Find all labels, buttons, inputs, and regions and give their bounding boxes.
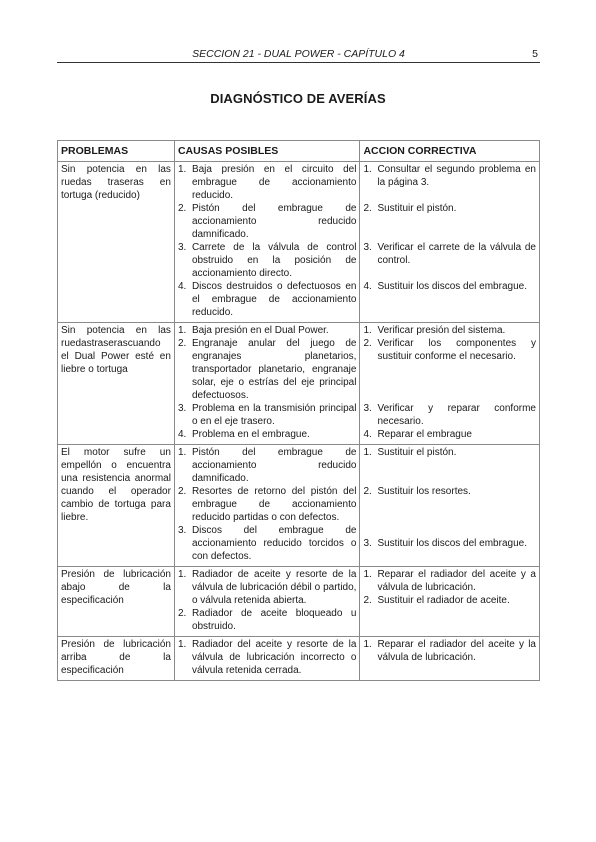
- item-number: 4.: [177, 429, 187, 440]
- table-body: [58, 162, 540, 681]
- item-text: Sustituir el radiador de aceite.: [377, 595, 510, 606]
- table-header-row: [58, 141, 540, 162]
- cause-item: [178, 428, 357, 441]
- causes-cell: [174, 567, 360, 637]
- item-text: Reparar el radiador del aceite y la válvula de lubricación.: [377, 639, 536, 663]
- action-item: [363, 280, 536, 293]
- action-item: [363, 163, 536, 189]
- item-number: 2.: [177, 203, 187, 214]
- column-header-problems: PROBLEMAS: [58, 141, 175, 162]
- item-number: 1.: [177, 325, 187, 336]
- actions-cell: [360, 162, 540, 323]
- item-number: 3.: [177, 525, 187, 536]
- causes-cell: [174, 445, 360, 567]
- item-number: 1.: [177, 639, 187, 650]
- cause-item: [178, 202, 357, 241]
- action-item: [363, 594, 536, 607]
- page-header: [57, 48, 540, 63]
- cause-item: [178, 568, 357, 607]
- column-header-actions: ACCION CORRECTIVA: [360, 141, 540, 162]
- problem-cell: Sin potencia en las ruedas traseras en tortuga (reducido): [58, 162, 175, 323]
- item-text: Radiador de aceite bloqueado u obstruido.: [191, 608, 357, 632]
- problem-cell: Presión de lubricación abajo de la especificación: [58, 567, 175, 637]
- item-text: Verificar presión del sistema.: [377, 325, 506, 336]
- item-text: Discos destruidos o defectuosos en el embrague de accionamiento reducido.: [191, 281, 357, 318]
- item-text: Sustituir los discos del embrague.: [377, 281, 527, 292]
- page-title: DIAGNÓSTICO DE AVERÍAS: [210, 91, 386, 106]
- cause-item: [178, 524, 357, 563]
- problem-cell: Sin potencia en las ruedastraserascuando el Dual Power esté en liebre o tortuga: [58, 323, 175, 445]
- table-row: [58, 567, 540, 637]
- item-text: Verificar y reparar conforme necesario.: [377, 403, 536, 427]
- item-number: 1.: [177, 447, 187, 458]
- item-text: Sustituir los discos del embrague.: [377, 538, 527, 549]
- item-number: 3.: [177, 242, 187, 253]
- table-row: [58, 637, 540, 681]
- item-number: 4.: [363, 281, 372, 292]
- item-text: Verificar el carrete de la válvula de control.: [377, 242, 536, 266]
- item-number: 1.: [363, 164, 372, 175]
- actions-cell: [360, 637, 540, 681]
- item-number: 3.: [363, 403, 372, 414]
- item-text: Resortes de retorno del pistón del embrague de accionamiento reducido partidas o con defectos.: [191, 486, 357, 523]
- section-heading: SECCION 21 - DUAL POWER - CAPÍTULO 4: [192, 48, 405, 60]
- causes-cell: [174, 162, 360, 323]
- action-item: [363, 202, 536, 215]
- diagnosis-table: [57, 140, 540, 681]
- action-item: [363, 402, 536, 428]
- item-text: Discos del embrague de accionamiento reducido torcidos o con defectos.: [191, 525, 357, 562]
- action-item: [363, 324, 536, 337]
- item-number: 2.: [177, 608, 187, 619]
- item-number: 4.: [177, 281, 187, 292]
- item-number: 1.: [363, 569, 372, 580]
- actions-cell: [360, 323, 540, 445]
- item-text: Pistón del embrague de accionamiento reducido damnificado.: [191, 203, 357, 240]
- action-item: [363, 337, 536, 363]
- action-item: [363, 241, 536, 267]
- item-number: 1.: [177, 164, 187, 175]
- item-text: Pistón del embrague de accionamiento reducido damnificado.: [191, 447, 357, 484]
- item-text: Sustituir el pistón.: [377, 203, 457, 214]
- table-row: [58, 162, 540, 323]
- action-item: [363, 485, 536, 498]
- item-text: Baja presión en el Dual Power.: [191, 325, 329, 336]
- item-text: Engranaje anular del juego de engranajes planetarios, transportador planetario, engranaje solar, eje o estrías del eje principal defectuosos.: [191, 338, 357, 401]
- cause-item: [178, 485, 357, 524]
- cause-item: [178, 402, 357, 428]
- cause-item: [178, 280, 357, 319]
- item-text: Sustituir el pistón.: [377, 447, 457, 458]
- item-number: 3.: [363, 242, 372, 253]
- item-number: 3.: [177, 403, 187, 414]
- item-number: 4.: [363, 429, 372, 440]
- item-number: 2.: [363, 203, 372, 214]
- item-number: 3.: [363, 538, 372, 549]
- cause-item: [178, 241, 357, 280]
- item-text: Consultar el segundo problema en la página 3.: [377, 164, 536, 188]
- item-number: 2.: [177, 338, 187, 349]
- column-header-causes: CAUSAS POSIBLES: [174, 141, 360, 162]
- cause-item: [178, 163, 357, 202]
- table-row: [58, 323, 540, 445]
- table-row: [58, 445, 540, 567]
- action-item: [363, 568, 536, 594]
- actions-cell: [360, 445, 540, 567]
- item-number: 2.: [363, 338, 372, 349]
- item-number: 1.: [177, 569, 187, 580]
- actions-cell: [360, 567, 540, 637]
- item-text: Radiador del aceite y resorte de la válvula de lubricación incorrecto o válvula retenida cerrada.: [191, 639, 357, 676]
- item-text: Reparar el radiador del aceite y a válvula de lubricación.: [377, 569, 536, 593]
- problem-cell: Presión de lubricación arriba de la especificación: [58, 637, 175, 681]
- action-item: [363, 446, 536, 459]
- item-text: Problema en la transmisión principal o en el eje trasero.: [191, 403, 357, 427]
- item-number: 1.: [363, 447, 372, 458]
- item-text: Carrete de la válvula de control obstruido en la posición de accionamiento directo.: [191, 242, 357, 279]
- cause-item: [178, 337, 357, 402]
- item-text: Baja presión en el circuito del embrague de accionamiento reducido.: [191, 164, 357, 201]
- item-number: 1.: [363, 325, 372, 336]
- cause-item: [178, 446, 357, 485]
- item-text: Verificar los componentes y sustituir conforme el necesario.: [377, 338, 536, 362]
- item-text: Problema en el embrague.: [191, 429, 310, 440]
- item-number: 2.: [177, 486, 187, 497]
- cause-item: [178, 638, 357, 677]
- problem-cell: El motor sufre un empellón o encuentra una resistencia anormal cuando el operador cambio de tortuga para liebre.: [58, 445, 175, 567]
- action-item: [363, 638, 536, 664]
- item-number: 1.: [363, 639, 372, 650]
- item-text: Radiador de aceite y resorte de la válvula de lubricación débil o partido, o válvula retenida abierta.: [191, 569, 357, 606]
- item-number: 2.: [363, 486, 372, 497]
- page-number: 5: [532, 48, 538, 60]
- item-number: 2.: [363, 595, 372, 606]
- causes-cell: [174, 323, 360, 445]
- item-text: Reparar el embrague: [377, 429, 472, 440]
- action-item: [363, 537, 536, 550]
- cause-item: [178, 607, 357, 633]
- action-item: [363, 428, 536, 441]
- causes-cell: [174, 637, 360, 681]
- cause-item: [178, 324, 357, 337]
- item-text: Sustituir los resortes.: [377, 486, 471, 497]
